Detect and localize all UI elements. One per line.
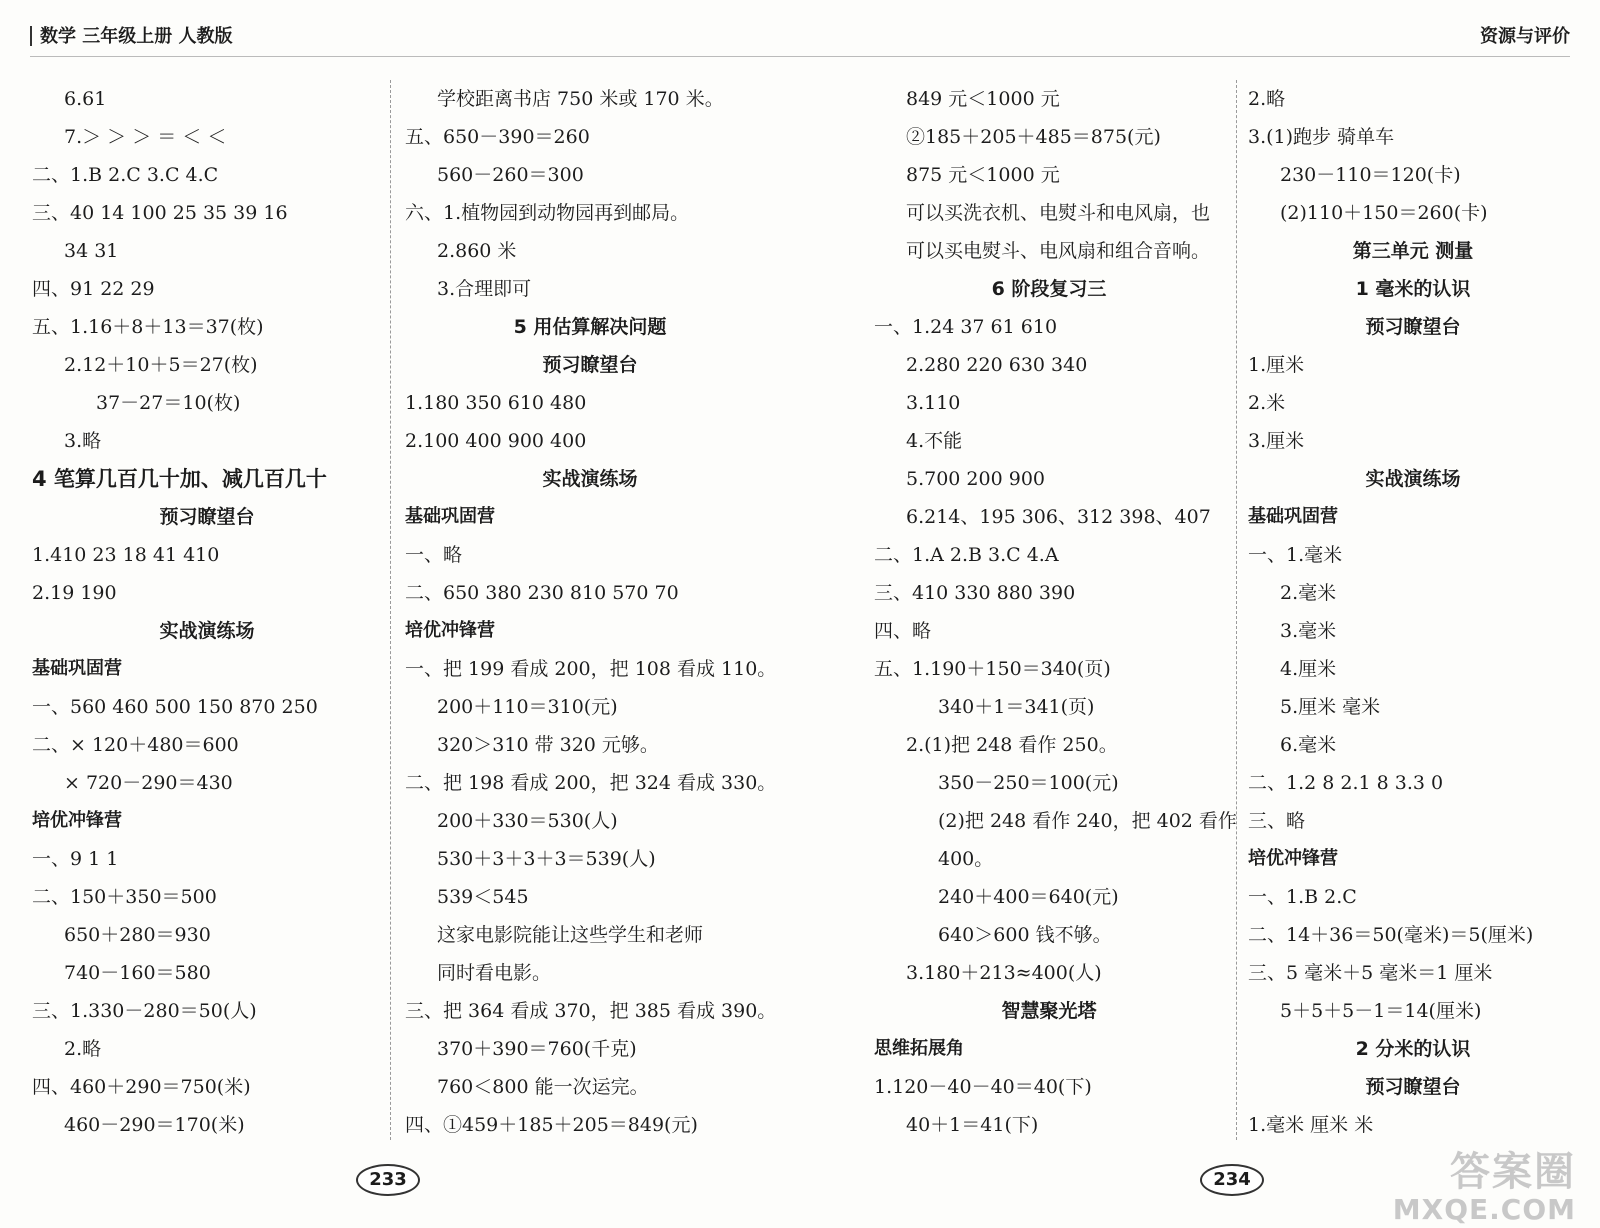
answer-line: 学校距离书店 750 米或 170 米。 (437, 88, 724, 110)
answer-line: 3.厘米 (1248, 430, 1305, 452)
answer-line: ②185＋205＋485＝875(元) (906, 126, 1161, 148)
answer-line: 3.合理即可 (437, 278, 532, 300)
section-heading: 2 分米的认识 (1355, 1038, 1471, 1060)
answer-line: 二、1.B 2.C 3.C 4.C (32, 164, 219, 186)
answer-line: 560－260＝300 (437, 164, 584, 186)
answer-line: 740－160＝580 (64, 962, 211, 984)
answer-line: 5.700 200 900 (906, 468, 1046, 490)
answer-line: 6.毫米 (1280, 734, 1337, 756)
answer-line: 340＋1＝341(页) (938, 696, 1095, 718)
answer-line: 2.毫米 (1280, 582, 1337, 604)
answer-line: 三、把 364 看成 370，把 385 看成 390。 (405, 1000, 777, 1022)
answer-line: 640＞600 钱不够。 (938, 924, 1112, 946)
answer-line: 460－290＝170(米) (64, 1114, 245, 1136)
answer-line: 3.(1)跑步 骑单车 (1248, 126, 1395, 148)
answer-line: 350－250＝100(元) (938, 772, 1119, 794)
answer-line: 2.米 (1248, 392, 1286, 414)
answer-line: 二、1.A 2.B 3.C 4.A (874, 544, 1059, 566)
answer-line: 同时看电影。 (437, 962, 552, 984)
subsection-heading: 思维拓展角 (874, 1038, 964, 1059)
subsection-heading: 基础巩固营 (32, 658, 122, 679)
section-heading: 1 毫米的认识 (1355, 278, 1471, 300)
answer-line: 一、1.B 2.C (1248, 886, 1357, 908)
column-1 (32, 80, 382, 1144)
answer-line: 二、把 198 看成 200，把 324 看成 330。 (405, 772, 777, 794)
watermark-logo (1393, 1140, 1576, 1226)
answer-line: 四、91 22 29 (32, 278, 155, 300)
answer-line: 760＜800 能一次运完。 (437, 1076, 649, 1098)
answer-line: 三、40 14 100 25 35 39 16 (32, 202, 288, 224)
section-heading: 实战演练场 (1365, 468, 1461, 490)
header-rule (30, 56, 1570, 57)
answer-line: 2.12＋10＋5＝27(枚) (64, 354, 258, 376)
answer-line: 400。 (938, 848, 994, 870)
answer-line: (2)110＋150＝260(卡) (1280, 202, 1488, 224)
answer-line: 539＜545 (437, 886, 529, 908)
section-heading: 第三单元 测量 (1352, 240, 1474, 262)
answer-line: 7.＞ ＞ ＞ ＝ ＜ ＜ (64, 126, 227, 148)
answer-line: 一、1.毫米 (1248, 544, 1343, 566)
answer-line: 可以买电熨斗、电风扇和组合音响。 (906, 240, 1211, 262)
page-number-left: 233 (356, 1164, 420, 1196)
answer-line: 五、650－390＝260 (405, 126, 590, 148)
subsection-heading: 基础巩固营 (405, 506, 495, 527)
column-divider (1236, 80, 1237, 1140)
answer-line: 二、1.2 8 2.1 8 3.3 0 (1248, 772, 1444, 794)
answer-line: 四、略 (874, 620, 932, 642)
answer-line: 1.180 350 610 480 (405, 392, 587, 414)
answer-line: 37－27＝10(枚) (96, 392, 241, 414)
answer-line: 五、1.16＋8＋13＝37(枚) (32, 316, 264, 338)
answer-line: 一、略 (405, 544, 463, 566)
answer-line: 一、9 1 1 (32, 848, 119, 870)
column-4 (1248, 80, 1578, 1144)
answer-line: 370＋390＝760(千克) (437, 1038, 637, 1060)
section-heading: 实战演练场 (159, 620, 255, 642)
section-heading: 实战演练场 (542, 468, 638, 490)
answer-line: 1.厘米 (1248, 354, 1305, 376)
answer-line: 2.280 220 630 340 (906, 354, 1088, 376)
section-heading: 预习瞭望台 (1365, 1076, 1461, 1098)
answer-line: 三、1.330－280＝50(人) (32, 1000, 257, 1022)
answer-line: 4.厘米 (1280, 658, 1337, 680)
answer-line: 二、× 120＋480＝600 (32, 734, 239, 756)
answer-line: 三、5 毫米＋5 毫米＝1 厘米 (1248, 962, 1493, 984)
answer-line: 一、把 199 看成 200，把 108 看成 110。 (405, 658, 777, 680)
answer-line: 6.61 (64, 88, 107, 110)
page-number-right: 234 (1200, 1164, 1264, 1196)
answer-line: 5＋5＋5－1＝14(厘米) (1280, 1000, 1482, 1022)
subsection-heading: 基础巩固营 (1248, 506, 1338, 527)
subsection-heading: 培优冲锋营 (32, 810, 122, 831)
section-heading: 智慧聚光塔 (1001, 1000, 1097, 1022)
answer-line: 三、略 (1248, 810, 1306, 832)
answer-line: (2)把 248 看作 240，把 402 看作 (938, 810, 1237, 832)
answer-line: 1.410 23 18 41 410 (32, 544, 220, 566)
section-heading: 6 阶段复习三 (991, 278, 1107, 300)
answer-line: 六、1.植物园到动物园再到邮局。 (405, 202, 690, 224)
answer-line: 2.略 (1248, 88, 1286, 110)
column-divider (390, 80, 391, 1140)
column-2 (405, 80, 775, 1144)
answer-line: 三、410 330 880 390 (874, 582, 1076, 604)
answer-line: 4.不能 (906, 430, 963, 452)
answer-line: 230－110＝120(卡) (1280, 164, 1461, 186)
section-heading: 预习瞭望台 (159, 506, 255, 528)
answer-line: 2.(1)把 248 看作 250。 (906, 734, 1118, 756)
answer-line: 一、1.24 37 61 610 (874, 316, 1058, 338)
answer-line: 2.19 190 (32, 582, 117, 604)
subsection-heading: 培优冲锋营 (405, 620, 495, 641)
column-3 (874, 80, 1237, 1144)
answer-line: 6.214、195 306、312 398、407 (906, 506, 1211, 528)
answer-line: 1.120－40－40＝40(下) (874, 1076, 1092, 1098)
answer-line: 5.厘米 毫米 (1280, 696, 1381, 718)
answer-line: 849 元＜1000 元 (906, 88, 1060, 110)
answer-line: 200＋110＝310(元) (437, 696, 618, 718)
answer-line: 530＋3＋3＋3＝539(人) (437, 848, 656, 870)
answer-line: 240＋400＝640(元) (938, 886, 1119, 908)
answer-line: 一、560 460 500 150 870 250 (32, 696, 318, 718)
section-heading: 4 笔算几百几十加、减几百几十 (32, 467, 327, 491)
answer-line: 可以买洗衣机、电熨斗和电风扇，也 (906, 202, 1211, 224)
publisher-header: 资源与评价 (1480, 26, 1570, 47)
answer-line: 200＋330＝530(人) (437, 810, 618, 832)
watermark-url: MXQE.COM (1392, 1193, 1576, 1226)
answer-line: 40＋1＝41(下) (906, 1114, 1039, 1136)
header-marker (30, 26, 32, 46)
answer-line: × 720－290＝430 (64, 772, 233, 794)
answer-line: 320＞310 带 320 元够。 (437, 734, 659, 756)
answer-line: 3.毫米 (1280, 620, 1337, 642)
answer-line: 这家电影院能让这些学生和老师 (437, 924, 704, 946)
section-heading: 5 用估算解决问题 (513, 316, 667, 338)
answer-line: 3.110 (906, 392, 961, 414)
answer-line: 四、460＋290＝750(米) (32, 1076, 251, 1098)
section-heading: 预习瞭望台 (1365, 316, 1461, 338)
answer-line: 四、①459＋185＋205＝849(元) (405, 1114, 698, 1136)
answer-line: 34 31 (64, 240, 119, 262)
answer-line: 二、150＋350＝500 (32, 886, 217, 908)
answer-line: 2.860 米 (437, 240, 517, 262)
answer-line: 875 元＜1000 元 (906, 164, 1060, 186)
section-heading: 预习瞭望台 (542, 354, 638, 376)
answer-line: 2.100 400 900 400 (405, 430, 587, 452)
answer-line: 五、1.190＋150＝340(页) (874, 658, 1111, 680)
subsection-heading: 培优冲锋营 (1248, 848, 1338, 869)
answer-line: 650＋280＝930 (64, 924, 211, 946)
watermark-text: 答案圈 (1450, 1149, 1576, 1195)
answer-line: 二、14＋36＝50(毫米)＝5(厘米) (1248, 924, 1534, 946)
answer-line: 1.毫米 厘米 米 (1248, 1114, 1374, 1136)
answer-line: 2.略 (64, 1038, 102, 1060)
book-header: 数学 三年级上册 人教版 (40, 26, 233, 47)
answer-line: 3.180＋213≈400(人) (906, 962, 1102, 984)
answer-line: 3.略 (64, 430, 102, 452)
answer-line: 二、650 380 230 810 570 70 (405, 582, 679, 604)
